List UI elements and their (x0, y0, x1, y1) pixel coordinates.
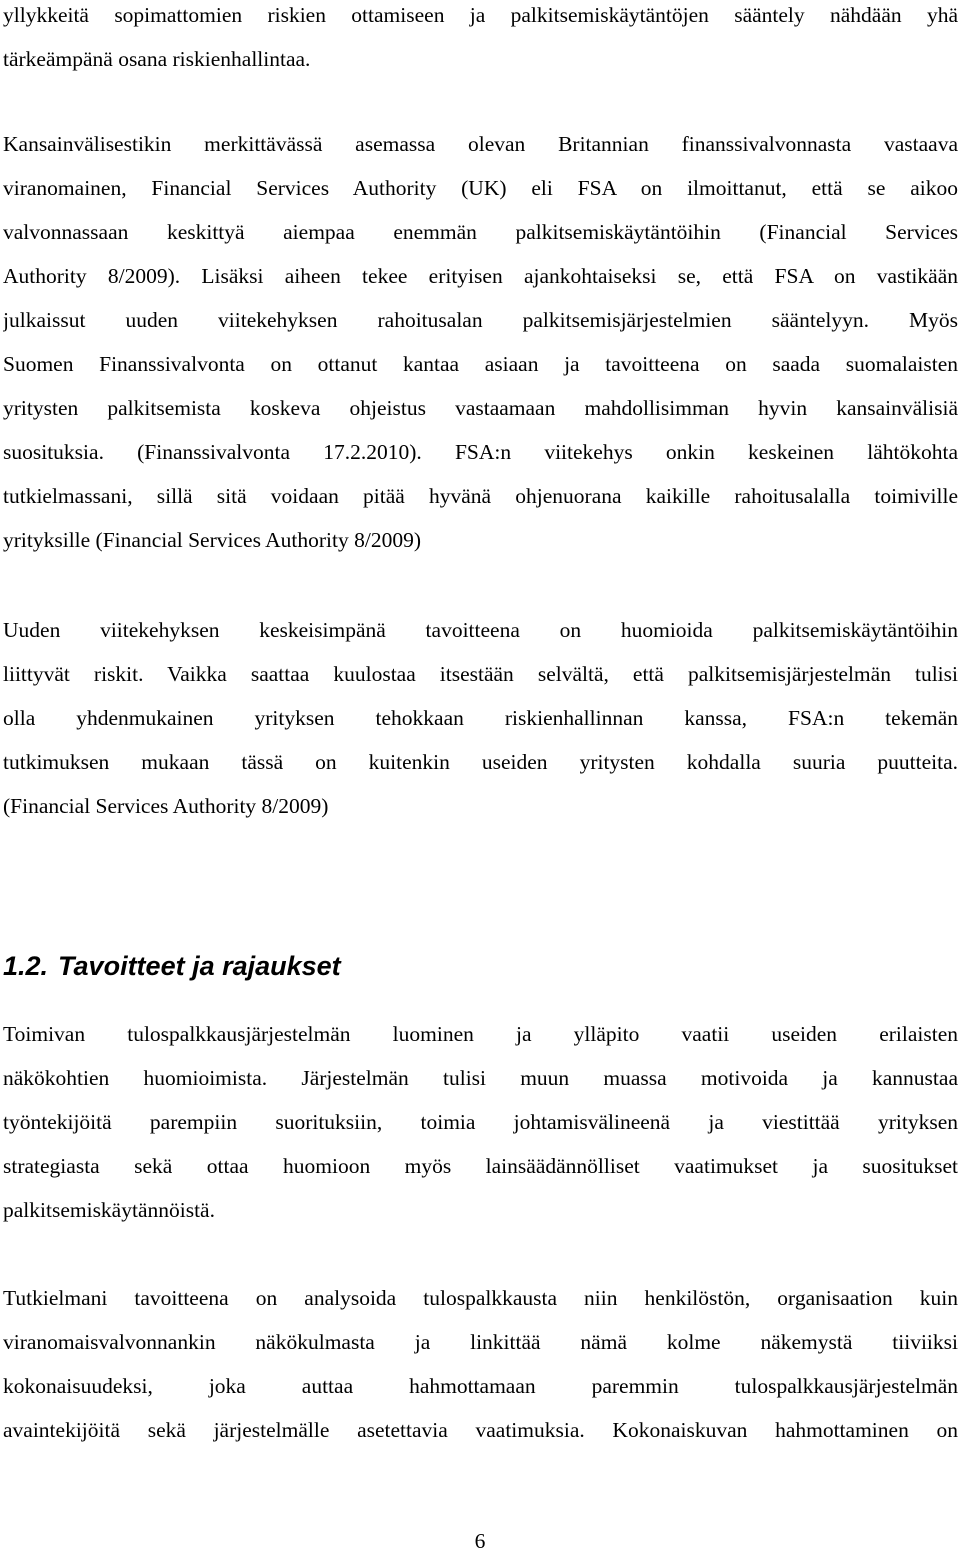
text-line: tutkimuksen mukaan tässä on kuitenkin useiden yritysten kohdalla suuria puutteita. (3, 750, 958, 774)
text-line: avaintekijöitä sekä järjestelmälle asetettavia vaatimuksia. Kokonaiskuvan hahmottaminen on (3, 1418, 958, 1442)
paragraph-5 (3, 1276, 958, 1452)
text-line: valvonnassaan keskittyä aiempaa enemmän palkitsemiskäytäntöihin (Financial Services (3, 220, 958, 244)
text-line: suosituksia. (Finanssivalvonta 17.2.2010). FSA:n viitekehys onkin keskeinen lähtökohta (3, 440, 958, 464)
text-line: yritysten palkitsemista koskeva ohjeistus vastaamaan mahdollisimman hyvin kansainvälisiä (3, 396, 958, 420)
text-line: tutkielmassani, sillä sitä voidaan pitää hyvänä ohjenuorana kaikille rahoitusalalla toimiville (3, 484, 958, 508)
text-line: (Financial Services Authority 8/2009) (3, 794, 329, 818)
text-line: palkitsemiskäytännöistä. (3, 1198, 215, 1222)
section-heading (3, 946, 341, 986)
text-line: julkaissut uuden viitekehyksen rahoitusalan palkitsemisjärjestelmien sääntelyyn. Myös (3, 308, 958, 332)
paragraph-4 (3, 1012, 958, 1232)
section-number: 1.2. (3, 951, 49, 981)
text-line: kokonaisuudeksi, joka auttaa hahmottamaan paremmin tulospalkkausjärjestelmän (3, 1374, 958, 1398)
paragraph-1 (3, 0, 958, 81)
section-title: Tavoitteet ja rajaukset (58, 951, 341, 981)
text-line: Uuden viitekehyksen keskeisimpänä tavoitteena on huomioida palkitsemiskäytäntöihin (3, 618, 958, 642)
text-line: Authority 8/2009). Lisäksi aiheen tekee erityisen ajankohtaiseksi se, että FSA on vastikään (3, 264, 958, 288)
text-line: strategiasta sekä ottaa huomioon myös lainsäädännölliset vaatimukset ja suositukset (3, 1154, 958, 1178)
text-line: Kansainvälisestikin merkittävässä asemassa olevan Britannian finanssivalvonnasta vastaava (3, 132, 958, 156)
text-line: näkökohtien huomioimista. Järjestelmän tulisi muun muassa motivoida ja kannustaa (3, 1066, 958, 1090)
text-line: olla yhdenmukainen yrityksen tehokkaan riskienhallinnan kanssa, FSA:n tekemän (3, 706, 958, 730)
text-line: viranomaisvalvonnankin näkökulmasta ja linkittää nämä kolme näkemystä tiiviiksi (3, 1330, 958, 1354)
text-line: yllykkeitä sopimattomien riskien ottamiseen ja palkitsemiskäytäntöjen sääntely nähdään yhä (3, 3, 958, 27)
text-line: viranomainen, Financial Services Authority (UK) eli FSA on ilmoittanut, että se aikoo (3, 176, 958, 200)
text-line: Toimivan tulospalkkausjärjestelmän luominen ja ylläpito vaatii useiden erilaisten (3, 1022, 958, 1046)
paragraph-2 (3, 122, 958, 562)
text-line: tärkeämpänä osana riskienhallintaa. (3, 47, 311, 71)
paragraph-3 (3, 608, 958, 828)
text-line: työntekijöitä parempiin suorituksiin, toimia johtamisvälineenä ja viestittää yrityksen (3, 1110, 958, 1134)
text-line: Tutkielmani tavoitteena on analysoida tulospalkkausta niin henkilöstön, organisaation kuin (3, 1286, 958, 1310)
text-line: liittyvät riskit. Vaikka saattaa kuulostaa itsestään selvältä, että palkitsemisjärjestelmän tulisi (3, 662, 958, 686)
text-line: Suomen Finanssivalvonta on ottanut kantaa asiaan ja tavoitteena on saada suomalaisten (3, 352, 958, 376)
text-line: yrityksille (Financial Services Authority 8/2009) (3, 528, 421, 552)
page-number: 6 (474, 1529, 486, 1553)
